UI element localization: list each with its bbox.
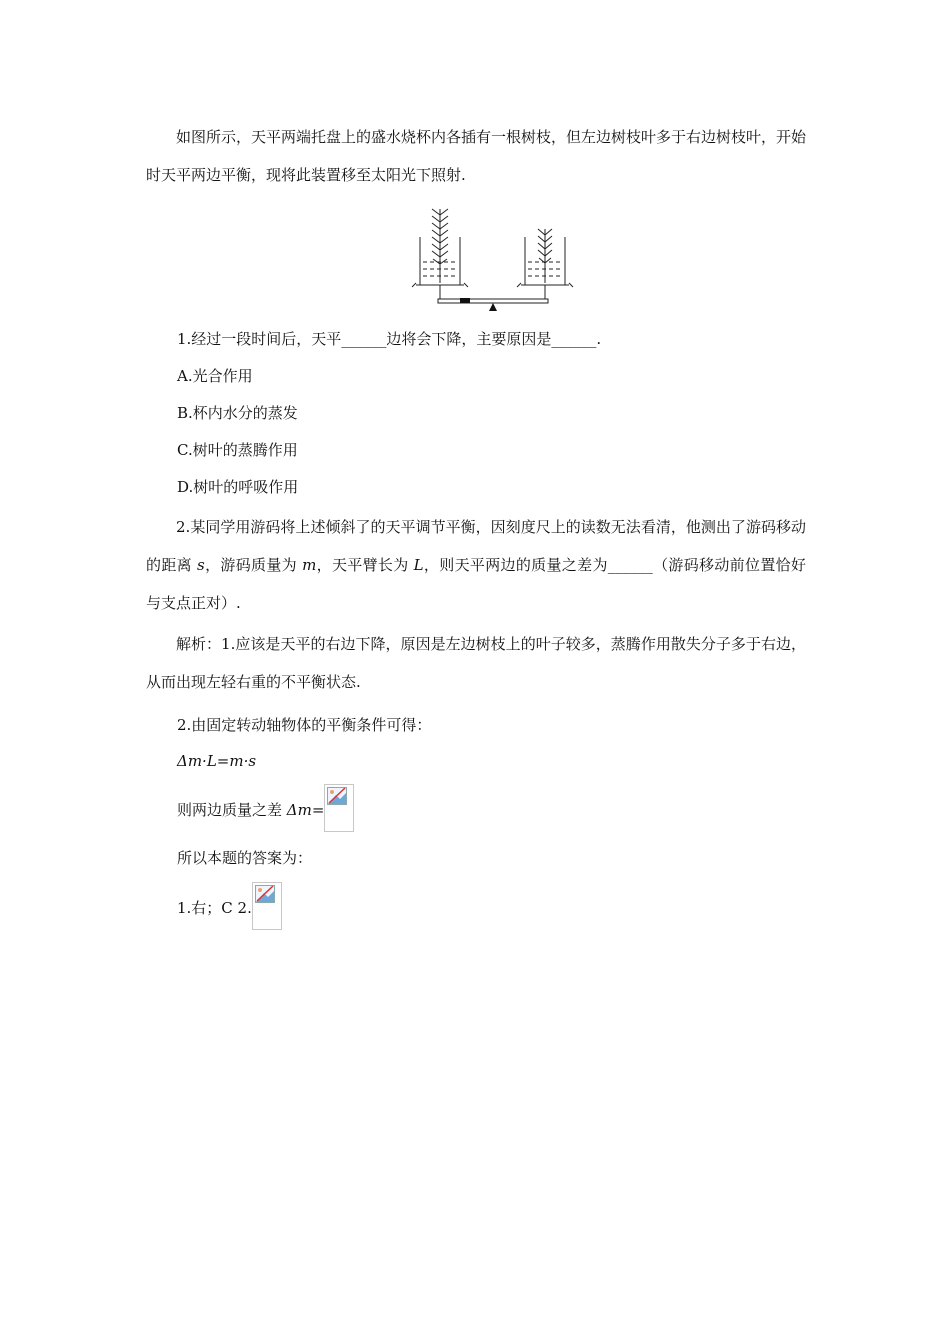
final-answer: 1.右；C 2.	[177, 882, 282, 934]
balance-beam	[438, 299, 548, 303]
solution-paragraph-2: 2.由固定转动轴物体的平衡条件可得：	[177, 716, 432, 734]
answer-blank-3: ______	[607, 556, 653, 574]
fulcrum	[489, 303, 497, 311]
option-b: B.杯内水分的蒸发	[177, 404, 298, 422]
broken-image-icon	[324, 784, 354, 832]
question-2-stem: 2.某同学用游码将上述倾斜了的天平调节平衡，因刻度尺上的读数无法看清，他测出了游码移动的距离 s，游码质量为 m，天平臂长为 L，则天平两边的质量之差为______（游码移动前位置恰好与支点正对）.	[146, 518, 806, 612]
option-d: D.树叶的呼吸作用	[177, 478, 299, 496]
solution-equation: Δm·L=m·s	[177, 752, 257, 770]
rider-weight	[460, 298, 470, 303]
option-a: A.光合作用	[177, 367, 253, 385]
answer-intro: 所以本题的答案为：	[177, 849, 313, 867]
solution-paragraph-1: 解析：1.应该是天平的右边下降，原因是左边树枝上的叶子较多，蒸腾作用散失分子多于右边，从而出现左轻右重的不平衡状态.	[146, 635, 806, 691]
answer-blank-1: ______	[341, 330, 387, 348]
mass-difference-line: 则两边质量之差 Δm=	[177, 784, 354, 836]
question-1-stem: 1.经过一段时间后，天平______边将会下降，主要原因是______.	[177, 330, 602, 348]
balance-figure	[410, 207, 575, 315]
var-m: m	[302, 556, 317, 574]
answer-blank-2: ______	[551, 330, 597, 348]
var-L: L	[413, 556, 424, 574]
var-s: s	[197, 556, 205, 574]
intro-paragraph: 如图所示，天平两端托盘上的盛水烧杯内各插有一根树枝，但左边树枝叶多于右边树枝叶，开始时天平两边平衡，现将此装置移至太阳光下照射.	[146, 128, 807, 184]
broken-image-icon	[252, 882, 282, 930]
option-c: C.树叶的蒸腾作用	[177, 441, 298, 459]
